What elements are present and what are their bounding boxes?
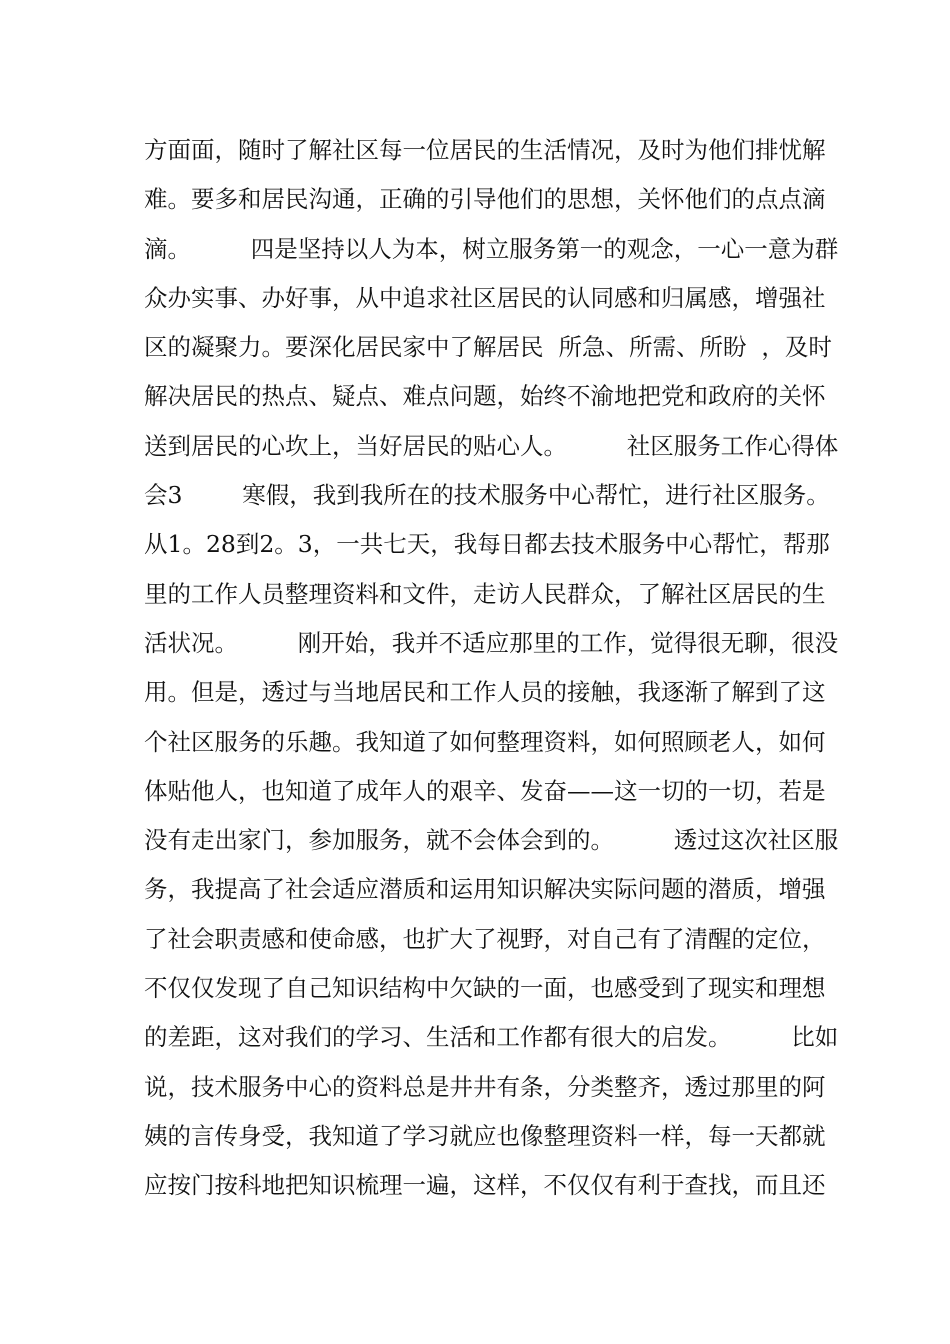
text-line: 从1。28到2。3，一共七天，我每日都去技术服务中心帮忙，帮那 bbox=[144, 530, 830, 559]
text-line: 不仅仅发现了自己知识结构中欠缺的一面，也感受到了现实和理想 bbox=[144, 974, 826, 1003]
text-line: 体贴他人，也知道了成年人的艰辛、发奋——这一切的一切，若是 bbox=[144, 776, 826, 805]
text-line: 区的凝聚力。要深化居民家中了解居民 所急、所需、所盼 ，及时 bbox=[144, 333, 832, 362]
text-line: 了社会职责感和使命感，也扩大了视野，对自己有了清醒的定位， bbox=[144, 924, 826, 953]
text-line: 活状况。 刚开始，我并不适应那里的工作，觉得很无聊，很没 bbox=[144, 628, 839, 657]
text-line: 解决居民的热点、疑点、难点问题，始终不渝地把党和政府的关怀 bbox=[144, 382, 826, 411]
text-line: 姨的言传身受，我知道了学习就应也像整理资料一样，每一天都就 bbox=[144, 1121, 826, 1150]
text-line: 说，技术服务中心的资料总是井井有条，分类整齐，透过那里的阿 bbox=[144, 1072, 826, 1101]
text-line: 方面面，随时了解社区每一位居民的生活情况，及时为他们排忧解 bbox=[144, 136, 826, 164]
text-line: 送到居民的心坎上，当好居民的贴心人。 社区服务工作心得体 bbox=[144, 431, 839, 460]
text-line: 众办实事、办好事，从中追求社区居民的认同感和归属感，增强社 bbox=[144, 283, 826, 312]
text-line: 没有走出家门，参加服务，就不会体会到的。 透过这次社区服 bbox=[144, 826, 839, 855]
text-line: 的差距，这对我们的学习、生活和工作都有很大的启发。 比如 bbox=[144, 1023, 839, 1052]
text-line: 难。要多和居民沟通，正确的引导他们的思想，关怀他们的点点滴 bbox=[144, 185, 826, 214]
text-line: 会3 寒假，我到我所在的技术服务中心帮忙，进行社区服务。 bbox=[144, 481, 830, 510]
text-line: 滴。 四是坚持以人为本，树立服务第一的观念，一心一意为群 bbox=[144, 234, 839, 263]
text-line: 应按门按科地把知识梳理一遍，这样，不仅仅有利于查找，而且还 bbox=[144, 1171, 826, 1200]
text-line: 务，我提高了社会适应潜质和运用知识解决实际问题的潜质，增强 bbox=[144, 875, 826, 904]
text-line: 用。但是，透过与当地居民和工作人员的接触，我逐渐了解到了这 bbox=[144, 678, 826, 707]
text-line: 个社区服务的乐趣。我知道了如何整理资料，如何照顾老人，如何 bbox=[144, 727, 826, 756]
text-line: 里的工作人员整理资料和文件，走访人民群众，了解社区居民的生 bbox=[144, 579, 826, 608]
body-text bbox=[144, 126, 839, 1211]
